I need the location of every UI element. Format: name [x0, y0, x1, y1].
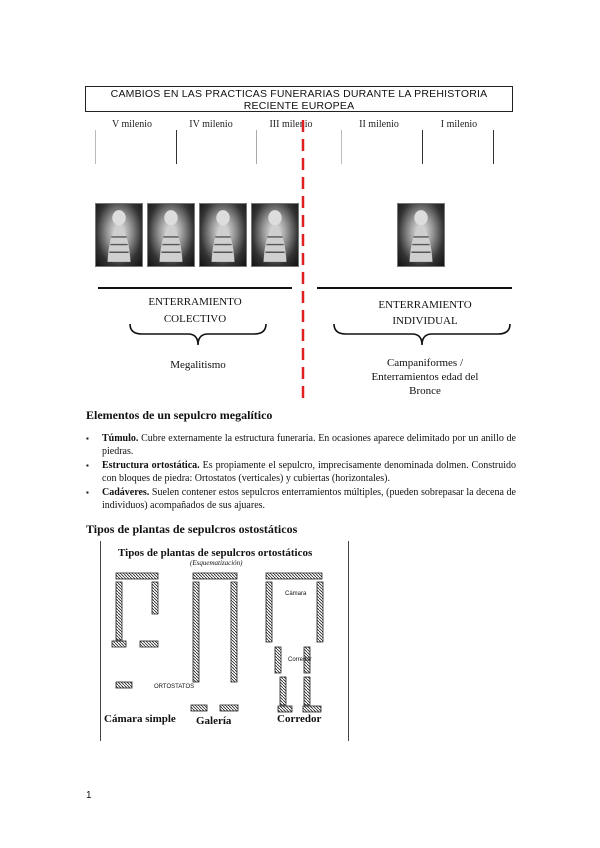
- plan-type-corredor: Corredor: [277, 713, 322, 725]
- plans-title: Tipos de plantas de sepulcros ortostáticos: [118, 547, 313, 559]
- list-item: [86, 432, 516, 458]
- timeline-divider: [422, 130, 423, 164]
- diagram-title: [85, 86, 513, 112]
- figurine-photo: [147, 203, 195, 267]
- individual-label-line-1: ENTERRAMIENTO: [378, 299, 472, 311]
- title-line-2: RECIENTE EUROPEA: [243, 100, 355, 112]
- page-number: 1: [86, 790, 92, 801]
- individual-subtitle: [345, 356, 505, 398]
- figurine-photo: [251, 203, 299, 267]
- individual-rule: [317, 287, 512, 289]
- timeline-label-v: V milenio: [111, 119, 153, 130]
- list-item: [86, 486, 516, 512]
- section-heading-elements: Elementos de un sepulcro megalítico: [86, 408, 273, 422]
- elements-list: [86, 432, 516, 513]
- timeline-divider: [256, 130, 257, 164]
- individual-subtitle-line-2: Enterramientos edad del: [371, 371, 479, 383]
- collective-label-line-1: ENTERRAMIENTO: [148, 296, 242, 308]
- individual-subtitle-line-3: Bronce: [409, 385, 441, 397]
- list-item-text: Suelen contener estos sepulcros enterramientos múltiples, (pueden sobrepasar la decena de individuos) acompañados de sus ajuares.: [102, 487, 516, 511]
- individual-subtitle-line-1: Campaniformes /: [386, 357, 464, 369]
- timeline-label-iii: III milenio: [269, 119, 313, 130]
- list-item: [86, 459, 516, 485]
- timeline-divider: [493, 130, 494, 164]
- plans-diagram: [100, 565, 349, 715]
- legend-label: ORTOSTATOS: [154, 684, 195, 690]
- timeline-label-ii: II milenio: [359, 119, 399, 130]
- corredor-small-label: Corredor: [288, 657, 312, 663]
- timeline-divider: [341, 130, 342, 164]
- title-line-1: CAMBIOS EN LAS PRACTICAS FUNERARIAS DURANTE LA PREHISTORIA: [110, 88, 488, 100]
- individual-label-line-2: INDIVIDUAL: [392, 315, 458, 327]
- plan-type-camara-simple: Cámara simple: [104, 713, 176, 725]
- camara-label: Cámara: [285, 591, 307, 597]
- timeline-divider: [176, 130, 177, 164]
- list-item-term: Cadáveres.: [102, 487, 150, 498]
- figurine-photo: [95, 203, 143, 267]
- individual-brace: [332, 322, 514, 348]
- timeline-divider: [95, 130, 96, 164]
- timeline-label-iv: IV milenio: [189, 119, 233, 130]
- timeline-label-i: I milenio: [440, 119, 478, 130]
- section-heading-plans: Tipos de plantas de sepulcros ostostáticos: [86, 522, 298, 536]
- list-item-text: Es propiamente el sepulcro, imprecisamente denominada dolmen. Construido con bloques de piedra: Ortostatos (verticales) y cubiertas (horizontales).: [102, 460, 516, 484]
- collective-brace: [128, 322, 268, 348]
- dashed-divider: [298, 120, 308, 405]
- collective-label-line-2: COLECTIVO: [163, 313, 227, 325]
- figurine-photo: [199, 203, 247, 267]
- plans-subtitle: (Esquematización): [190, 559, 243, 567]
- collective-rule: [98, 287, 292, 289]
- list-item-term: Estructura ortostática.: [102, 460, 200, 471]
- list-item-text: Cubre externamente la estructura funeraria. En ocasiones aparece delimitado por un anillo de piedras.: [102, 433, 516, 457]
- list-item-term: Túmulo.: [102, 433, 139, 444]
- figurine-photo: [397, 203, 445, 267]
- plan-type-galeria: Galería: [196, 715, 232, 727]
- collective-subtitle: Megalitismo: [170, 359, 226, 371]
